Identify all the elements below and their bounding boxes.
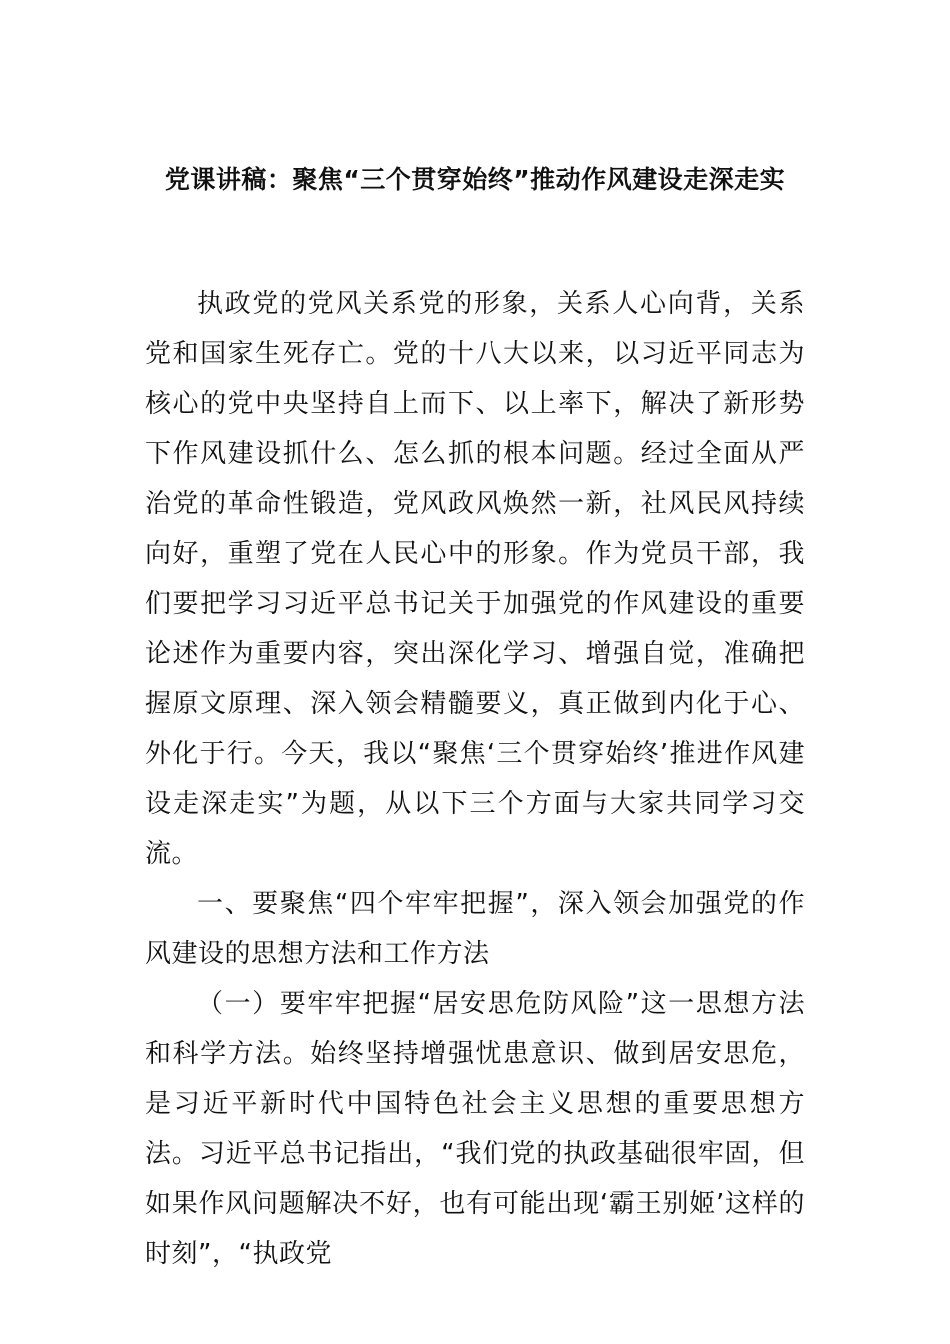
intro-paragraph: 执政党的党风关系党的形象，关系人心向背，关系党和国家生死存亡。党的十八大以来，以习近平同志为核心的党中央坚持自上而下、以上率下，解决了新形势下作风建设抓什么、怎么抓的根本问题。经过全面从严治党的革命性锻造，党风政风焕然一新，社风民风持续向好，重塑了党在人民心中的形象。作为党员干部，我们要把学习习近平总书记关于加强党的作风建设的重要论述作为重要内容，突出深化学习、增强自觉，准确把握原文原理、深入领会精髓要义，真正做到内化于心、外化于行。今天，我以“聚焦‘三个贯穿始终’推进作风建设走深走实”为题，从以下三个方面与大家共同学习交流。: [145, 289, 805, 869]
subsection-paragraph-1: （一）要牢牢把握“居安思危防风险”这一思想方法和科学方法。始终坚持增强忧患意识、做到居安思危，是习近平新时代中国特色社会主义思想的重要思想方法。习近平总书记指出，“我们党的执政基础很牢固，但如果作风问题解决不好，也有可能出现‘霸王别姬’这样的时刻”，“执政党: [145, 989, 805, 1269]
section-heading-1: 一、要聚焦“四个牢牢把握”，深入领会加强党的作风建设的思想方法和工作方法: [145, 889, 805, 969]
document-body: [145, 279, 805, 1279]
document-title: 党课讲稿：聚焦“三个贯穿始终”推动作风建设走深走实: [164, 165, 786, 194]
